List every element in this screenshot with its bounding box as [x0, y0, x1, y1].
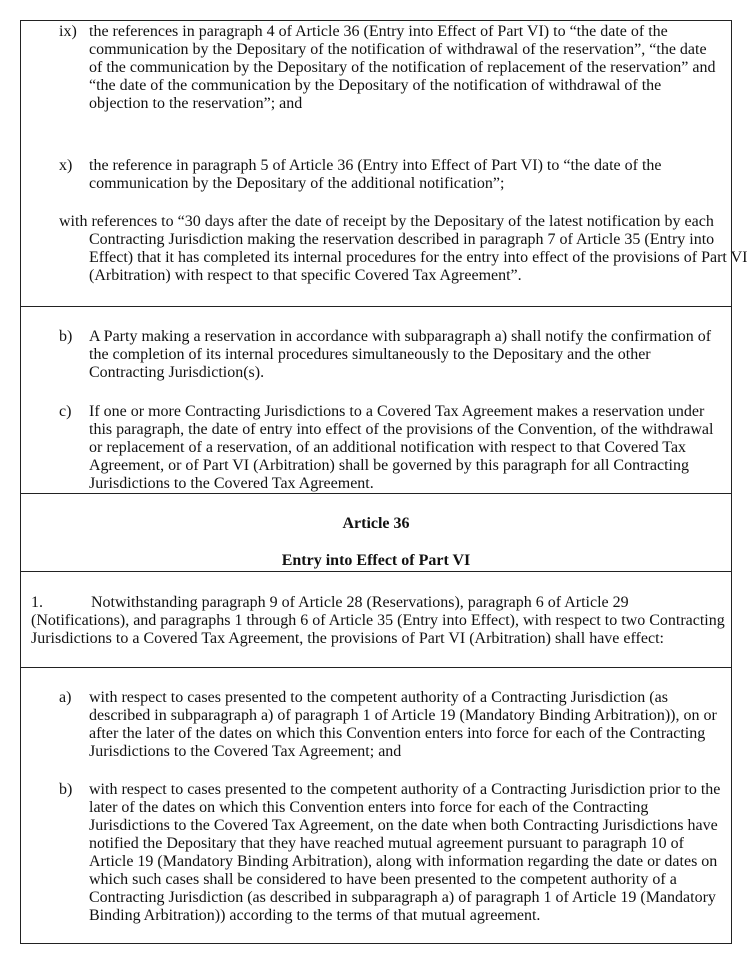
item-text: If one or more Contracting Jurisdictions to a Covered Tax Agreement makes a reservation under this paragraph, the date of entry into effect of the provisions of the Convention, of the withdrawal or replacement of a reservation, of an additional notification with respect to that Covered Tax Agreement, or of Part VI (Arbitration) shall be governed by this paragraph for all Contracting Jurisdictions to the Covered Tax Agreement.	[89, 403, 714, 492]
paragraph-1	[31, 594, 725, 648]
item-marker: c)	[59, 403, 72, 420]
list-item-a	[59, 689, 723, 761]
divider	[21, 667, 731, 668]
document-frame	[20, 20, 748, 944]
list-item-c	[59, 403, 723, 493]
list-item-b2	[59, 781, 723, 925]
item-marker: b)	[59, 328, 73, 345]
list-item-x	[59, 157, 723, 193]
divider	[21, 306, 731, 307]
item-text: the reference in paragraph 5 of Article 36 (Entry into Effect of Part VI) to “the date of the communication by the Depositary of the additional notification”;	[89, 157, 662, 192]
divider	[21, 493, 731, 494]
item-text: A Party making a reservation in accordance with subparagraph a) shall notify the confirmation of the completion of its internal procedures simultaneously to the Depositary and the other Contracting Jurisdiction(s).	[89, 328, 712, 381]
list-item-ix	[59, 23, 723, 113]
divider	[21, 571, 731, 572]
list-item-b	[59, 328, 723, 382]
item-text: with respect to cases presented to the competent authority of a Contracting Jurisdiction (as described in subparagraph a) of paragraph 1 of Article 19 (Mandatory Binding Arbitration)), on or after the later of the dates on which this Convention enters into force for each of the Contracting Jurisdictions to the Covered Tax Agreement; and	[89, 689, 717, 760]
item-text: with respect to cases presented to the competent authority of a Contracting Jurisdiction prior to the later of the dates on which this Convention enters into force for each of the Contracting Jurisdictions to the Covered Tax Agreement, on the date when both Contracting Jurisdictions have notified the Depositary that they have reached mutual agreement pursuant to paragraph 10 of Article 19 (Mandatory Binding Arbitration), along with information regarding the date or dates on which such cases shall be considered to have been presented to the competent authority of a Contracting Jurisdiction (as described in subparagraph a) of paragraph 1 of Article 19 (Mandatory Binding Arbitration)) according to the terms of that mutual agreement.	[89, 781, 721, 924]
item-marker: b)	[59, 781, 73, 798]
paragraph-text: Notwithstanding paragraph 9 of Article 28 (Reservations), paragraph 6 of Article 29 (Notifications), and paragraphs 1 through 6 of Article 35 (Entry into Effect), with respect to two Contracting Jurisdictions to a Covered Tax Agreement, the provisions of Part VI (Arbitration) shall have effect:	[31, 594, 725, 647]
item-marker: ix)	[59, 23, 77, 40]
item-marker: a)	[59, 689, 72, 706]
item-marker: x)	[59, 157, 73, 174]
article-title: Entry into Effect of Part VI	[281, 552, 471, 569]
article-number: Article 36	[342, 515, 410, 532]
paragraph-number: 1.	[31, 594, 43, 611]
item-text: the references in paragraph 4 of Article 36 (Entry into Effect of Part VI) to “the date of the communication by the Depositary of the notification of withdrawal of the reservation”, “the date of the communication by the Depositary of the notification of replacement of the reservation” and “the date of the communication by the Depositary of the notification of withdrawal of the objection to the reservation”; and	[89, 23, 716, 112]
with-references-paragraph: with references to “30 days after the date of receipt by the Depositary of the latest notification by each Contracting Jurisdiction making the reservation described in paragraph 7 of Article 35 (Entry into Effect) that it has completed its internal procedures for the entry into effect of the provisions of Part VI (Arbitration) with respect to that specific Covered Tax Agreement”.	[59, 213, 748, 284]
